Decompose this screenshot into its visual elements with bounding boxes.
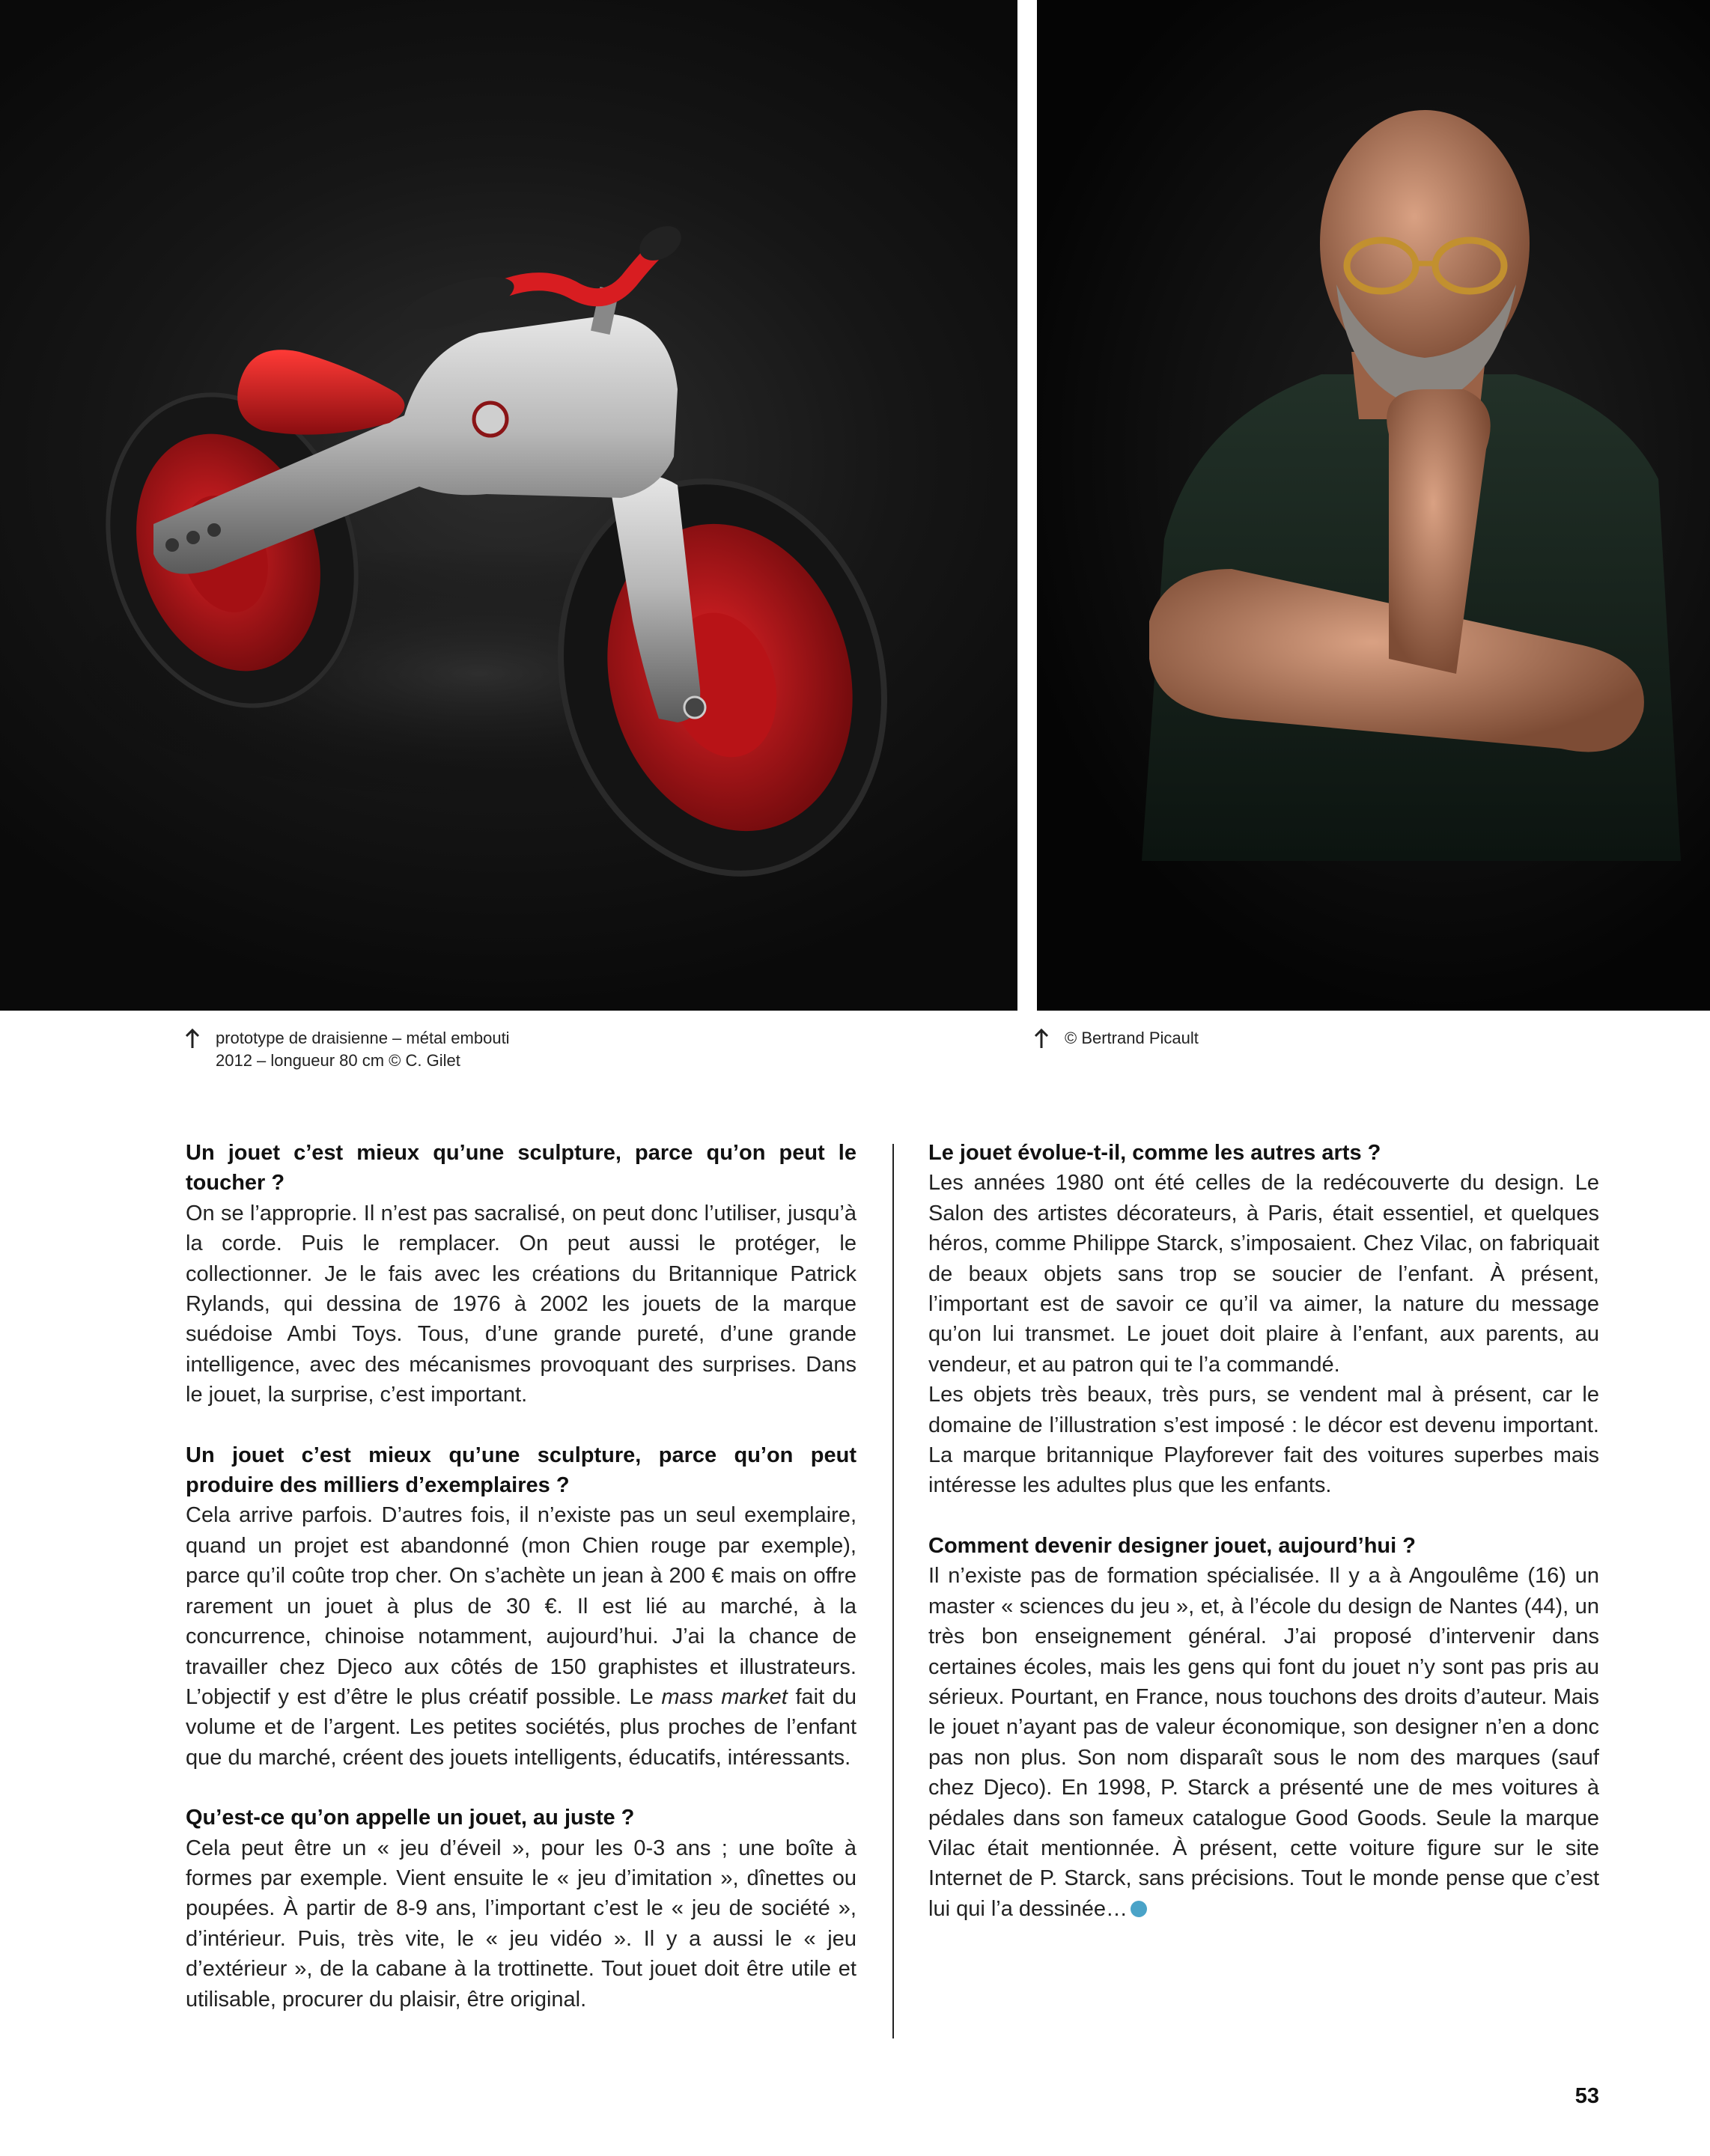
interview-column-right <box>928 1138 1599 1924</box>
question-heading: Un jouet c’est mieux qu’une sculpture, parce qu’on peut produire des milliers d’exemplaires ? <box>186 1443 856 1498</box>
question-heading: Le jouet évolue-t-il, comme les autres arts ? <box>928 1141 1381 1165</box>
page-number: 53 <box>1574 2084 1599 2108</box>
end-of-article-dot-icon <box>1131 1901 1147 1917</box>
portrait-illustration <box>1037 0 1710 1011</box>
question-heading: Qu’est-ce qu’on appelle un jouet, au juste ? <box>186 1806 635 1830</box>
answer-paragraph: Les années 1980 ont été celles de la redécouverte du design. Le Salon des artistes décorateurs, à Paris, était essentiel, et quelques héros, comme Philippe Starck, s’imposaient. Chez Vilac, on fabriquait de beaux objets sans trop se soucier de l’enfant. À présent, l’important est de savoir ce qu’il va aimer, la nature du message qu’on lui transmet. Le jouet doit plaire à l’enfant, aux parents, au vendeur, et au patron qui te l’a commandé. <box>928 1171 1599 1377</box>
interview-column-left <box>186 1138 856 2015</box>
answer-text: Cela arrive parfois. D’autres fois, il n’existe pas un seul exemplaire, quand un projet est abandonné (mon Chien rouge par exemple), parce qu’il coûte trop cher. On s’achète un jean à 200 € mais on offre rarement un jouet à plus de 30 €. Il est lié au marché, à la concurrence, chinoise notamment, aujourd’hui. J’ai la chance de travailler chez Djeco aux côtés de 150 graphistes et illustrateurs. L’objectif y est d’être le plus créatif possible. Le <box>186 1503 856 1709</box>
left-grip <box>394 267 520 341</box>
answer-paragraph: Les objets très beaux, très purs, se vendent mal à présent, car le domaine de l’illustration s’est imposé : le décor est devenu important. La marque britannique Playforever fait des voitures superbes mais intéresse les adultes plus que les enfants. <box>928 1383 1599 1498</box>
arrow-up-icon <box>184 1029 201 1050</box>
answer-paragraph <box>186 1500 856 1773</box>
emphasis-term: mass market <box>661 1684 788 1709</box>
balance-bike-illustration <box>0 0 1017 1011</box>
question-heading: Un jouet c’est mieux qu’une sculpture, parce qu’on peut le toucher ? <box>186 1141 856 1196</box>
caption-left-line1: prototype de draisienne – métal embouti <box>216 1029 510 1047</box>
designer-portrait-photo <box>1037 0 1710 1011</box>
brand-emblem <box>474 403 507 436</box>
answer-text: Il n’existe pas de formation spécialisée. Il y a à Angoulême (16) un master « sciences du jeu », et, à l’école du design de Nantes (44), un très bon enseignement général. J’ai proposé d’intervenir dans certaines écoles, mais les gens qui font du jouet n’y sont pas pris au sérieux. Pourtant, en France, nous touchons des droits d’auteur. Mais le jouet n’ayant pas de valeur économique, son designer n’en a donc pas non plus. Son nom disparaît sous le nom des marques (sauf chez Djeco). En 1998, P. Starck a présenté une de mes voitures à pédales dans son fameux catalogue Good Goods. Seule la marque Vilac était mentionnée. À présent, cette voiture figure sur le site Internet de P. Starck, sans précisions. Tout le monde pense que c’est lui qui l’a dessinée… <box>928 1564 1599 1921</box>
caption-left-line2: 2012 – longueur 80 cm © C. Gilet <box>216 1051 460 1070</box>
question-heading: Comment devenir designer jouet, aujourd’hui ? <box>928 1533 1416 1558</box>
answer-text: fait du volume et de l’argent. Les petites sociétés, plus proches de l’enfant que du marché, créent des jouets intelligents, éducatifs, intéressants. <box>186 1684 856 1770</box>
answer-paragraph <box>928 1561 1599 1924</box>
arrow-up-icon <box>1033 1029 1050 1050</box>
answer-paragraph: Cela peut être un « jeu d’éveil », pour les 0-3 ans ; une boîte à formes par exemple. Vient ensuite le « jeu d’imitation », dînettes ou poupées. À partir de 8-9 ans, l’important c’est le « jeu de société », d’intérieur. Puis, très vite, le « jeu vidéo ». Il y a aussi le « jeu d’extérieur », de la cabane à la trottinette. Tout jouet doit être utile et utilisable, procurer du plaisir, être original. <box>186 1836 856 2012</box>
caption-right-credit: © Bertrand Picault <box>1065 1029 1199 1047</box>
answer-paragraph: On se l’approprie. Il n’est pas sacralisé, on peut donc l’utiliser, jusqu’à la corde. Puis le remplacer. On peut aussi le protéger, le collectionner. Je le fais avec les créations du Britannique Patrick Rylands, qui dessina de 1976 à 2002 les jouets de la marque suédoise Ambi Toys. Tous, d’une grande pureté, d’une grande intelligence, avec des mécanismes provoquant des surprises. Dans le jouet, la surprise, c’est important. <box>186 1201 856 1407</box>
balance-bike-photo <box>0 0 1017 1011</box>
front-wheel <box>518 445 928 910</box>
saddle <box>237 350 404 434</box>
column-divider <box>892 1144 894 2038</box>
